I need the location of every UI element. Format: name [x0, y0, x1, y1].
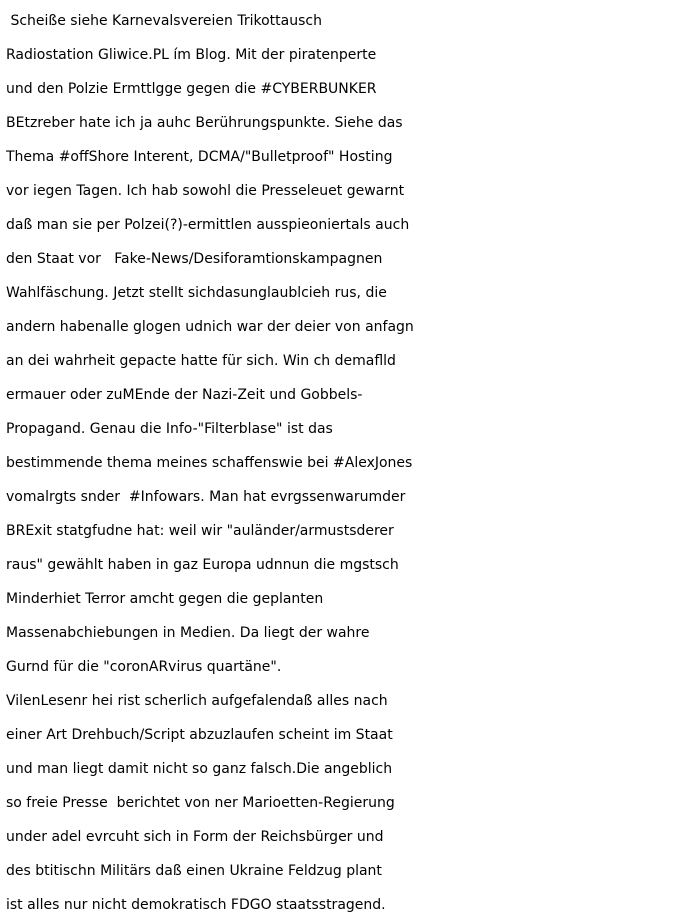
text-line-9: Wahlfäschung. Jetzt stellt sichdasunglaublcieh rus, die	[6, 285, 387, 301]
text-line-3: und den Polzie Ermttlgge gegen die #CYBERBUNKER	[6, 81, 377, 97]
text-line-18: Minderhiet Terror amcht gegen die geplanten	[6, 591, 324, 607]
text-line-8: den Staat vor Fake-News/Desiforamtionskampagnen	[6, 251, 383, 267]
text-line-2: Radiostation Gliwice.PL ím Blog. Mit der piratenperte	[6, 47, 377, 63]
text-line-13: Propagand. Genau die Info-"Filterblase" ist das	[6, 421, 333, 437]
text-line-6: vor iegen Tagen. Ich hab sowohl die Presseleuet gewarnt	[6, 183, 405, 199]
text-line-27: ist alles nur nicht demokratisch FDGO staatsstragend.	[6, 897, 386, 913]
text-line-14: bestimmende thema meines schaffenswie bei #AlexJones	[6, 455, 413, 471]
text-line-23: und man liegt damit nicht so ganz falsch.Die angeblich	[6, 761, 393, 777]
text-line-11: an dei wahrheit gepacte hatte für sich. Win ch demaflld	[6, 353, 396, 369]
text-line-19: Massenabchiebungen in Medien. Da liegt der wahre	[6, 625, 370, 641]
text-line-16: BRExit statgfudne hat: weil wir "auländer/armustsderer	[6, 523, 394, 539]
text-line-12: ermauer oder zuMEnde der Nazi-Zeit und Gobbels-	[6, 387, 363, 403]
text-line-24: so freie Presse berichtet von ner Marioetten-Regierung	[6, 795, 395, 811]
text-line-7: daß man sie per Polzei(?)-ermittlen ausspieoniertals auch	[6, 217, 410, 233]
text-line-15: vomalrgts snder #Infowars. Man hat evrgssenwarumder	[6, 489, 406, 505]
text-line-25: under adel evrcuht sich in Form der Reichsbürger und	[6, 829, 384, 845]
text-line-1: Scheiße siehe Karnevalsvereien Trikottausch	[6, 13, 322, 29]
text-line-22: einer Art Drehbuch/Script abzuzlaufen scheint im Staat	[6, 727, 393, 743]
text-line-10: andern habenalle glogen udnich war der deier von anfagn	[6, 319, 414, 335]
text-line-17: raus" gewählt haben in gaz Europa udnnun die mgstsch	[6, 557, 399, 573]
text-line-4: BEtzreber hate ich ja auhc Berührungspunkte. Siehe das	[6, 115, 403, 131]
text-line-26: des btitischn Militärs daß einen Ukraine Feldzug plant	[6, 863, 382, 879]
text-line-5: Thema #offShore Interent, DCMA/"Bulletproof" Hosting	[6, 149, 393, 165]
text-line-21: VilenLesenr hei rist scherlich aufgefalendaß alles nach	[6, 693, 388, 709]
text-line-20: Gurnd für die "coronARvirus quartäne".	[6, 659, 282, 675]
